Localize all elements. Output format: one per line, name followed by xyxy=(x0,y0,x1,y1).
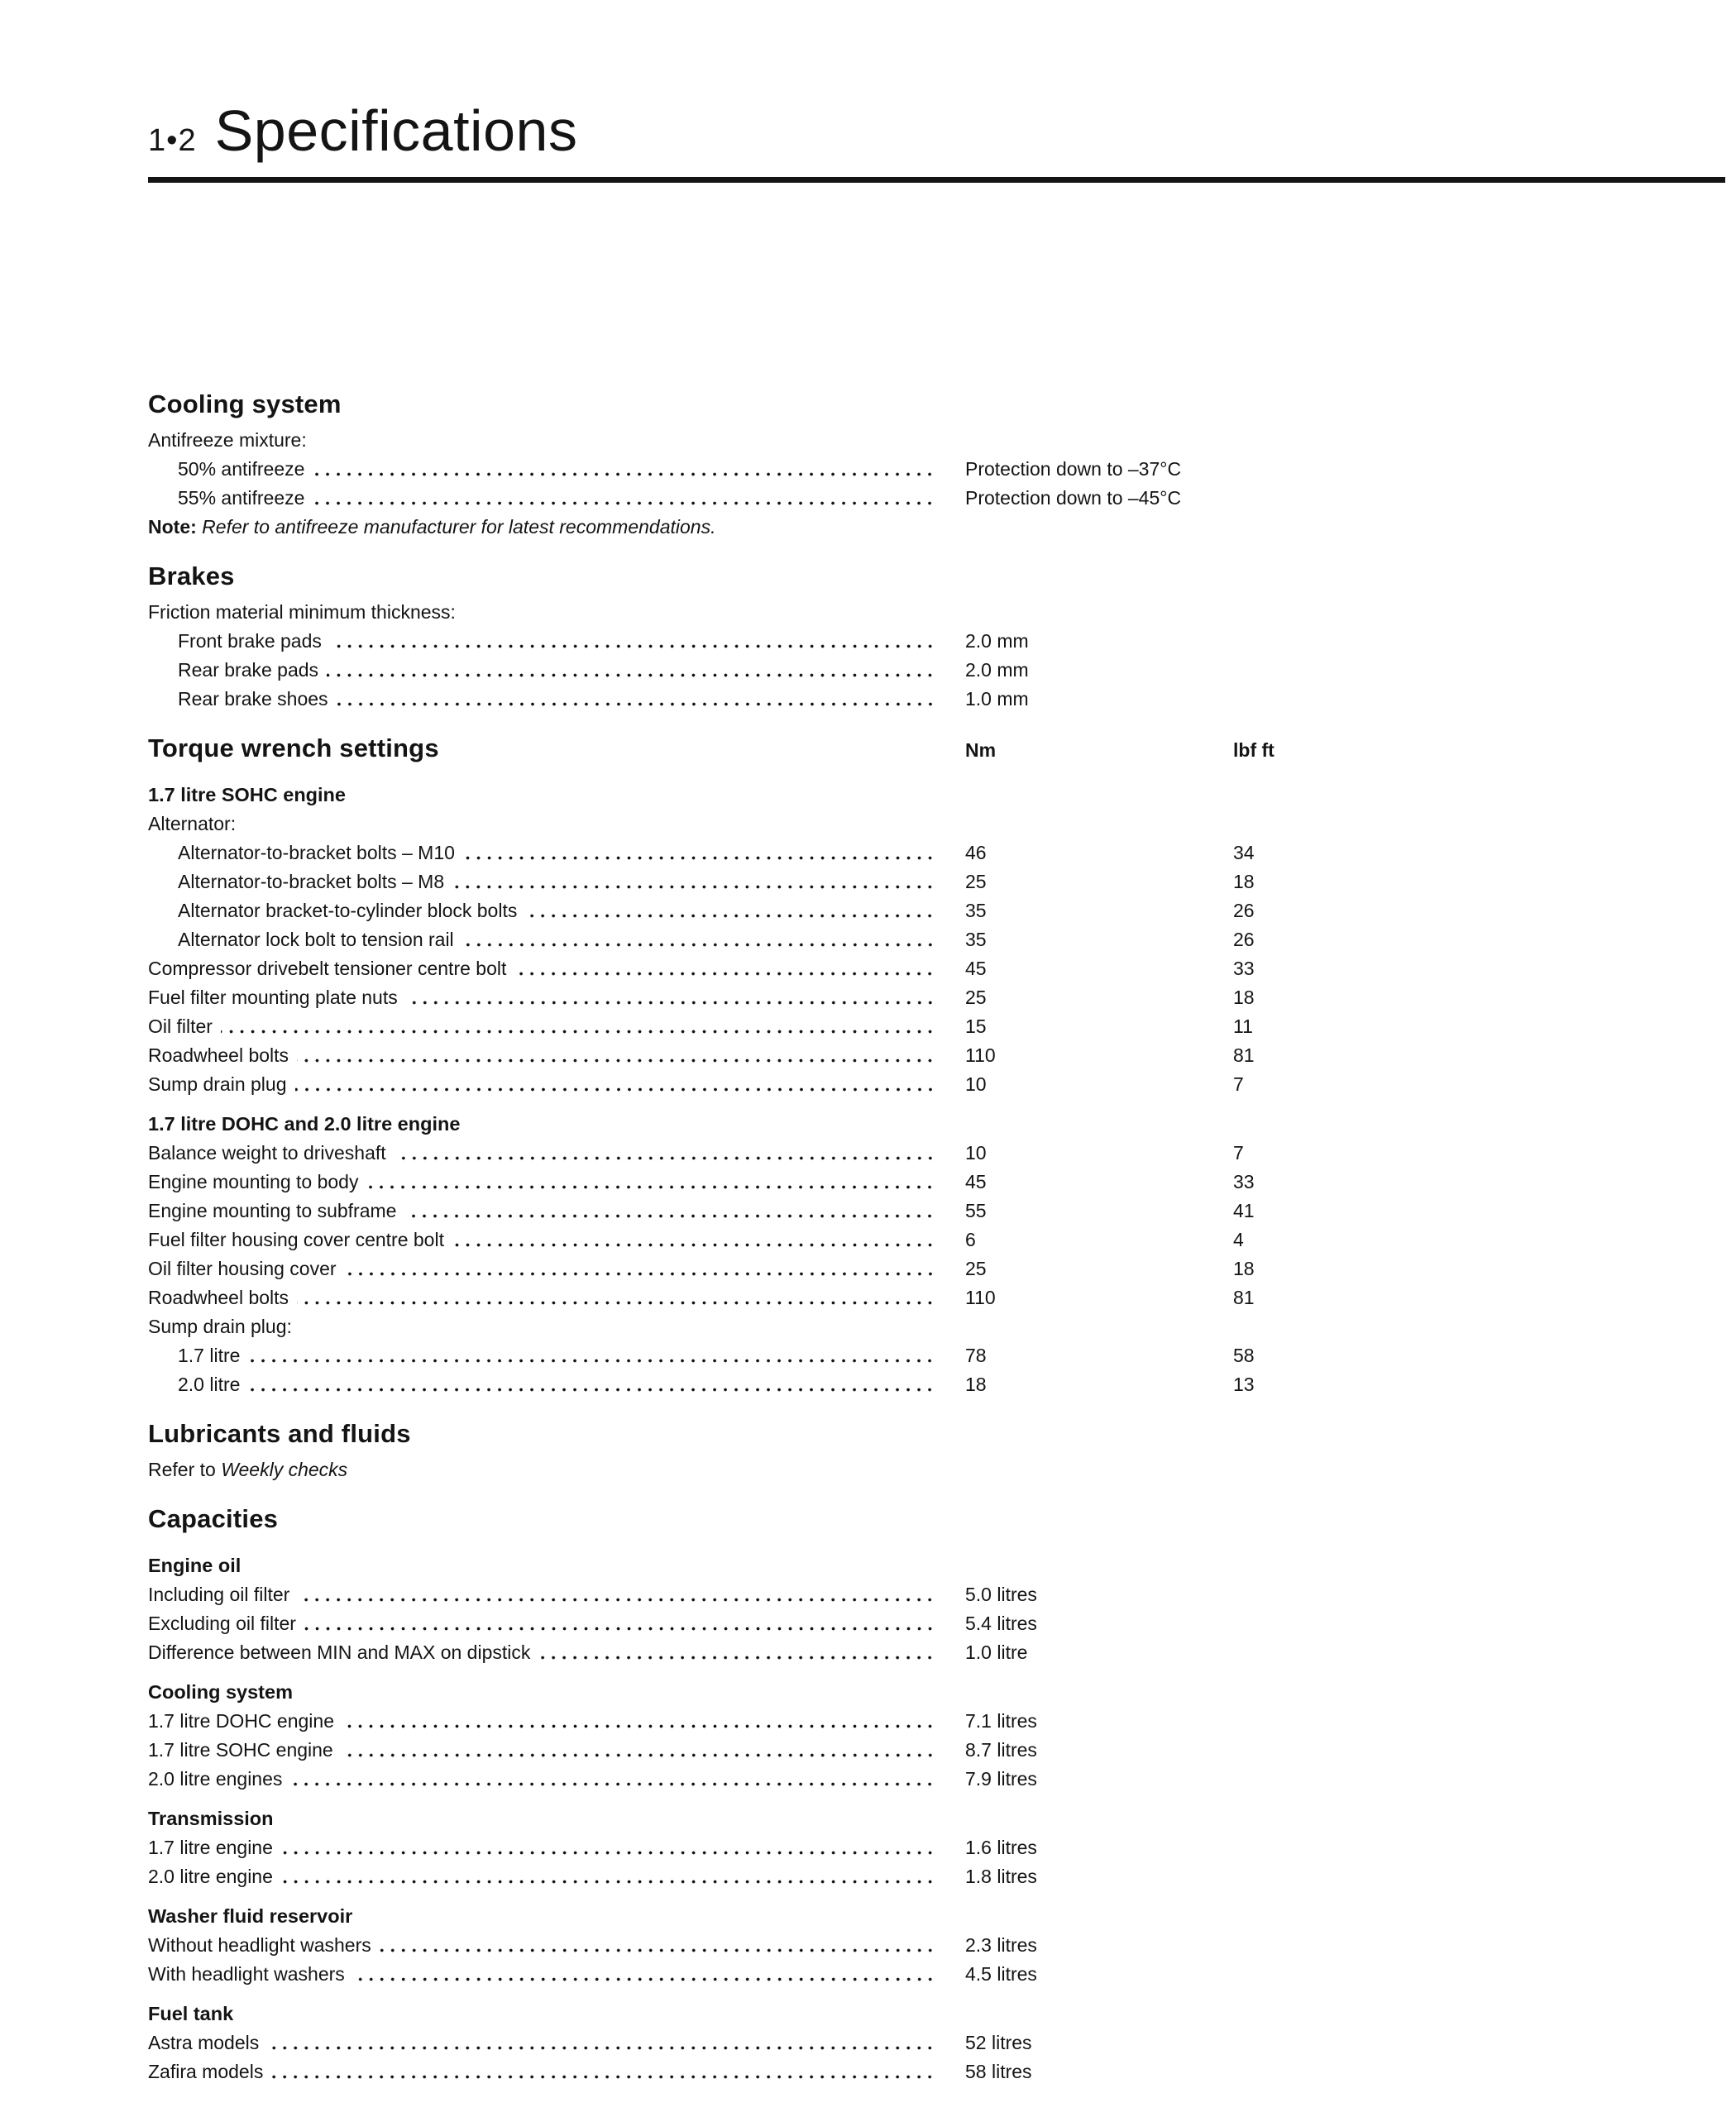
spec-value-1: 25 xyxy=(965,987,987,1008)
spec-label-wrap xyxy=(148,1139,965,1168)
dot-leader xyxy=(538,1638,935,1667)
spec-value-2: 4 xyxy=(1233,1229,1244,1250)
section-heading: Cooling system xyxy=(148,389,342,418)
spec-label: Compressor drivebelt tensioner centre bolt xyxy=(148,958,507,979)
spec-label: Engine mounting to subframe xyxy=(148,1200,397,1221)
spec-value-1: 1.8 litres xyxy=(965,1866,1037,1887)
spec-label: Sump drain plug xyxy=(148,1073,287,1095)
dot-leader xyxy=(337,685,935,714)
spec-value-2: 33 xyxy=(1233,1171,1255,1192)
spec-label-wrap xyxy=(148,1370,965,1399)
spec-value-2: 13 xyxy=(1233,1374,1255,1395)
spec-value-1: 110 xyxy=(965,1044,996,1066)
spec-label: Balance weight to driveshaft xyxy=(148,1142,386,1164)
spec-value-1: 10 xyxy=(965,1142,987,1164)
spec-row xyxy=(148,685,1725,714)
spec-group-label: Alternator: xyxy=(148,813,237,834)
spec-value-1: Protection down to –45°C xyxy=(965,487,1182,509)
spec-value-2: 26 xyxy=(1233,900,1255,921)
spec-label: Roadwheel bolts xyxy=(148,1044,289,1066)
spec-value-1: 46 xyxy=(965,842,987,863)
dot-leader xyxy=(327,656,935,685)
spec-row xyxy=(148,1931,1725,1960)
subsection-heading: 1.7 litre DOHC and 2.0 litre engine xyxy=(148,1113,461,1135)
spec-row xyxy=(148,1638,1725,1667)
spec-value-1: 2.0 mm xyxy=(965,630,1029,652)
section-heading-row xyxy=(148,1419,1725,1455)
dot-leader xyxy=(462,925,935,954)
spec-label-wrap xyxy=(148,455,965,484)
spec-label: Engine mounting to body xyxy=(148,1171,359,1192)
spec-label-wrap xyxy=(148,2029,965,2057)
spec-value-1: 55 xyxy=(965,1200,987,1221)
spec-label: 1.7 litre engine xyxy=(148,1837,273,1858)
spec-row xyxy=(148,1370,1725,1399)
spec-label-wrap xyxy=(148,1638,965,1667)
spec-label-wrap xyxy=(148,1254,965,1283)
spec-label: Including oil filter xyxy=(148,1584,290,1605)
section-lubricants-and-fluids xyxy=(148,1419,1725,1484)
spec-label-wrap xyxy=(148,1931,965,1960)
page-header xyxy=(148,98,1725,164)
spec-label-wrap xyxy=(148,1862,965,1891)
spec-label: 2.0 litre xyxy=(178,1374,241,1395)
dot-leader xyxy=(366,1168,935,1197)
dot-leader xyxy=(290,1765,935,1794)
column-header-nm: Nm xyxy=(965,739,997,761)
dot-leader xyxy=(345,1254,935,1283)
dot-leader xyxy=(297,1283,935,1312)
spec-label-wrap xyxy=(148,839,965,867)
spec-label: 50% antifreeze xyxy=(178,458,305,480)
spec-label: Alternator lock bolt to tension rail xyxy=(178,929,454,950)
spec-label-wrap xyxy=(148,484,965,513)
subsection-heading: 1.7 litre SOHC engine xyxy=(148,784,346,805)
spec-row xyxy=(148,2029,1725,2057)
page-number: 1•2 xyxy=(148,123,197,158)
dot-leader xyxy=(406,983,935,1012)
section-heading: Brakes xyxy=(148,562,235,590)
spec-row xyxy=(148,1070,1725,1099)
spec-row xyxy=(148,1341,1725,1370)
section-cooling-system xyxy=(148,389,1725,542)
spec-label-wrap xyxy=(148,1765,965,1794)
spec-label: Without headlight washers xyxy=(148,1934,371,1956)
spec-value-1: 1.0 mm xyxy=(965,688,1029,710)
spec-label-wrap xyxy=(148,627,965,656)
dot-leader xyxy=(221,1012,935,1041)
dot-leader xyxy=(525,896,935,925)
spec-value-2: 34 xyxy=(1233,842,1255,863)
spec-value-2: 26 xyxy=(1233,929,1255,950)
spec-label: Alternator-to-bracket bolts – M10 xyxy=(178,842,455,863)
spec-value-1: 5.0 litres xyxy=(965,1584,1037,1605)
spec-value-1: 58 litres xyxy=(965,2061,1032,2082)
spec-label: Zafira models xyxy=(148,2061,264,2082)
spec-row xyxy=(148,839,1725,867)
dot-leader xyxy=(330,627,935,656)
spec-row xyxy=(148,455,1725,484)
spec-label: Rear brake shoes xyxy=(178,688,328,710)
spec-label-wrap xyxy=(148,1226,965,1254)
page-title: Specifications xyxy=(214,98,578,163)
section-heading-row xyxy=(148,1504,1725,1541)
section-capacities xyxy=(148,1504,1725,2086)
subsection-heading: Cooling system xyxy=(148,1681,293,1703)
spec-label-wrap xyxy=(148,656,965,685)
spec-value-2: 18 xyxy=(1233,987,1255,1008)
spec-label-wrap xyxy=(148,925,965,954)
spec-label-wrap xyxy=(148,1707,965,1736)
spec-group-label: Antifreeze mixture: xyxy=(148,429,307,451)
dot-leader xyxy=(452,867,935,896)
spec-label-wrap xyxy=(148,1580,965,1609)
spec-value-1: 45 xyxy=(965,958,987,979)
spec-label: 1.7 litre xyxy=(178,1345,241,1366)
section-heading-row xyxy=(148,734,1725,770)
dot-leader xyxy=(267,2029,935,2057)
dot-leader xyxy=(281,1862,935,1891)
spec-value-1: 35 xyxy=(965,900,987,921)
subsection-heading: Transmission xyxy=(148,1808,274,1829)
spec-row xyxy=(148,656,1725,685)
spec-label: Oil filter housing cover xyxy=(148,1258,337,1279)
spec-value-2: 81 xyxy=(1233,1044,1255,1066)
section-heading-row xyxy=(148,389,1725,426)
dot-leader xyxy=(342,1736,935,1765)
subsection-heading: Engine oil xyxy=(148,1555,242,1576)
spec-value-1: 25 xyxy=(965,1258,987,1279)
spec-label: Excluding oil filter xyxy=(148,1613,296,1634)
spec-value-2: 81 xyxy=(1233,1287,1255,1308)
spec-row xyxy=(148,1254,1725,1283)
spec-value-1: 2.3 litres xyxy=(965,1934,1037,1956)
dot-leader xyxy=(248,1341,935,1370)
spec-row xyxy=(148,1012,1725,1041)
dot-leader xyxy=(298,1580,935,1609)
spec-label-wrap xyxy=(148,1012,965,1041)
spec-value-1: 10 xyxy=(965,1073,987,1095)
dot-leader xyxy=(313,455,935,484)
spec-value-1: 110 xyxy=(965,1287,996,1308)
spec-label: Roadwheel bolts xyxy=(148,1287,289,1308)
spec-label: Alternator bracket-to-cylinder block bolts xyxy=(178,900,518,921)
spec-label: 1.7 litre SOHC engine xyxy=(148,1739,333,1761)
spec-value-1: 7.9 litres xyxy=(965,1768,1037,1790)
spec-row xyxy=(148,484,1725,513)
section-torque-wrench-settings xyxy=(148,734,1725,1399)
spec-value-1: 78 xyxy=(965,1345,987,1366)
spec-row xyxy=(148,1736,1725,1765)
spec-value-2: 18 xyxy=(1233,871,1255,892)
section-brakes xyxy=(148,562,1725,714)
spec-label: Front brake pads xyxy=(178,630,322,652)
header-rule xyxy=(148,177,1725,183)
spec-value-1: 1.0 litre xyxy=(965,1642,1028,1663)
spec-label-wrap xyxy=(148,1609,965,1638)
section-heading-row xyxy=(148,562,1725,598)
spec-label: Difference between MIN and MAX on dipstick xyxy=(148,1642,531,1663)
spec-label-wrap xyxy=(148,954,965,983)
spec-row xyxy=(148,1960,1725,1989)
dot-leader xyxy=(380,1931,935,1960)
dot-leader xyxy=(295,1070,936,1099)
column-header-lbf-ft: lbf ft xyxy=(1233,739,1275,761)
spec-value-1: 6 xyxy=(965,1229,976,1250)
subsection-heading: Washer fluid reservoir xyxy=(148,1905,353,1927)
spec-label: With headlight washers xyxy=(148,1963,345,1985)
spec-label-wrap xyxy=(148,1833,965,1862)
note xyxy=(148,513,1725,542)
spec-row xyxy=(148,925,1725,954)
spec-group-label: Friction material minimum thickness: xyxy=(148,601,456,623)
section-heading: Lubricants and fluids xyxy=(148,1419,411,1448)
spec-label-wrap xyxy=(148,1041,965,1070)
spec-value-2: 11 xyxy=(1233,1015,1253,1037)
spec-value-2: 7 xyxy=(1233,1142,1244,1164)
spec-value-1: 52 litres xyxy=(965,2032,1032,2053)
spec-value-2: 18 xyxy=(1233,1258,1255,1279)
section-heading: Capacities xyxy=(148,1504,279,1533)
spec-group-label: Sump drain plug: xyxy=(148,1316,292,1337)
spec-label-wrap xyxy=(148,867,965,896)
spec-label-wrap xyxy=(148,983,965,1012)
spec-label: 2.0 litre engine xyxy=(148,1866,273,1887)
spec-value-1: 2.0 mm xyxy=(965,659,1029,681)
spec-value-1: 18 xyxy=(965,1374,987,1395)
note-label: Note: xyxy=(148,516,197,538)
spec-row xyxy=(148,1765,1725,1794)
dot-leader xyxy=(342,1707,935,1736)
spec-label: Fuel filter mounting plate nuts xyxy=(148,987,398,1008)
spec-value-1: 35 xyxy=(965,929,987,950)
dot-leader xyxy=(463,839,935,867)
spec-row xyxy=(148,1862,1725,1891)
dot-leader xyxy=(271,2057,935,2086)
spec-row xyxy=(148,1197,1725,1226)
dot-leader xyxy=(452,1226,935,1254)
dot-leader xyxy=(353,1960,935,1989)
spec-label-wrap xyxy=(148,685,965,714)
cross-reference xyxy=(148,1455,1725,1484)
spec-value-2: 41 xyxy=(1233,1200,1255,1221)
dot-leader xyxy=(313,484,935,513)
section-heading: Torque wrench settings xyxy=(148,734,439,762)
dot-leader xyxy=(304,1609,935,1638)
dot-leader xyxy=(248,1370,935,1399)
spec-value-1: Protection down to –37°C xyxy=(965,458,1182,480)
spec-label-wrap xyxy=(148,2057,965,2086)
spec-row xyxy=(148,1580,1725,1609)
spec-label-wrap xyxy=(148,896,965,925)
spec-value-1: 45 xyxy=(965,1171,987,1192)
spec-row xyxy=(148,2057,1725,2086)
spec-row xyxy=(148,1609,1725,1638)
spec-value-2: 33 xyxy=(1233,958,1255,979)
spec-value-1: 8.7 litres xyxy=(965,1739,1037,1761)
sections xyxy=(148,389,1725,2086)
spec-row xyxy=(148,1168,1725,1197)
cross-reference-text: Refer to xyxy=(148,1459,222,1480)
spec-label-wrap xyxy=(148,1070,965,1099)
spec-row xyxy=(148,867,1725,896)
spec-label-wrap xyxy=(148,1283,965,1312)
spec-value-2: 58 xyxy=(1233,1345,1255,1366)
spec-row xyxy=(148,1833,1725,1862)
spec-label: Alternator-to-bracket bolts – M8 xyxy=(178,871,445,892)
spec-label: 2.0 litre engines xyxy=(148,1768,283,1790)
spec-label-wrap xyxy=(148,1168,965,1197)
spec-label-wrap xyxy=(148,1197,965,1226)
spec-value-1: 5.4 litres xyxy=(965,1613,1037,1634)
spec-value-1: 25 xyxy=(965,871,987,892)
spec-label: Astra models xyxy=(148,2032,260,2053)
spec-row xyxy=(148,627,1725,656)
spec-label-wrap xyxy=(148,1960,965,1989)
spec-value-1: 1.6 litres xyxy=(965,1837,1037,1858)
cross-reference-target: Weekly checks xyxy=(221,1459,348,1480)
spec-row xyxy=(148,954,1725,983)
spec-value-1: 7.1 litres xyxy=(965,1710,1037,1732)
note-text: Refer to antifreeze manufacturer for latest recommendations. xyxy=(202,516,716,538)
spec-value-1: 15 xyxy=(965,1015,987,1037)
spec-label-wrap xyxy=(148,1736,965,1765)
spec-label: 1.7 litre DOHC engine xyxy=(148,1710,334,1732)
dot-leader xyxy=(281,1833,935,1862)
spec-row xyxy=(148,1139,1725,1168)
spec-label-wrap xyxy=(148,1341,965,1370)
dot-leader xyxy=(404,1197,935,1226)
dot-leader xyxy=(514,954,935,983)
spec-row xyxy=(148,983,1725,1012)
spec-label: 55% antifreeze xyxy=(178,487,305,509)
dot-leader xyxy=(395,1139,935,1168)
spec-label: Oil filter xyxy=(148,1015,213,1037)
subsection-heading: Fuel tank xyxy=(148,2003,234,2024)
spec-row xyxy=(148,896,1725,925)
dot-leader xyxy=(297,1041,935,1070)
spec-row xyxy=(148,1707,1725,1736)
spec-row xyxy=(148,1041,1725,1070)
spec-value-1: 4.5 litres xyxy=(965,1963,1037,1985)
spec-label: Fuel filter housing cover centre bolt xyxy=(148,1229,444,1250)
spec-label: Rear brake pads xyxy=(178,659,319,681)
spec-value-2: 7 xyxy=(1233,1073,1244,1095)
spec-row xyxy=(148,1283,1725,1312)
spec-row xyxy=(148,1226,1725,1254)
